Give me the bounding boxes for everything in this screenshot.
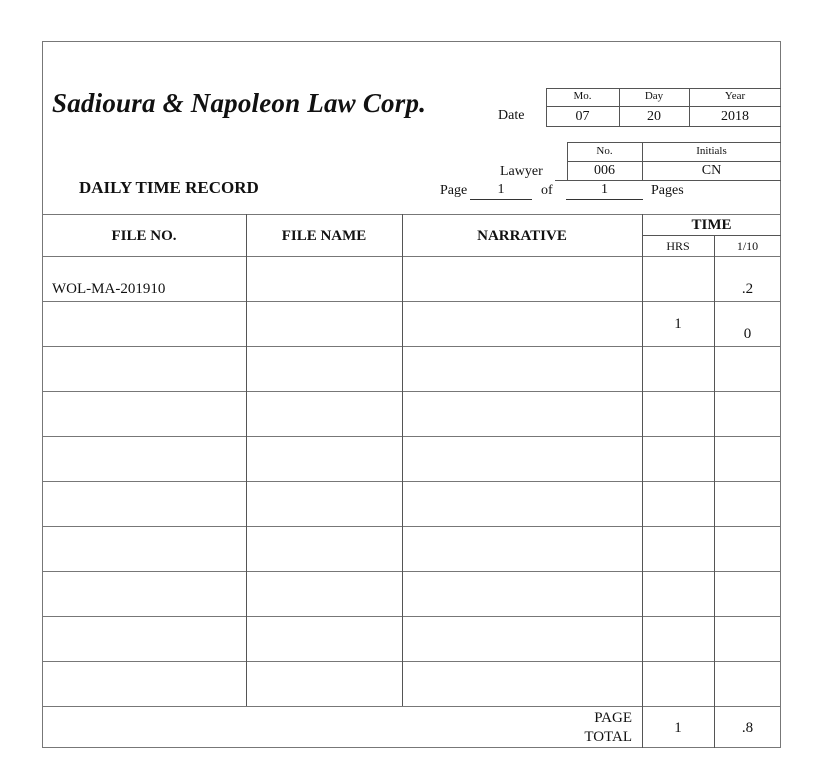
lawyer-box-mid (567, 161, 781, 162)
row1-file-no[interactable]: WOL-MA-201910 (52, 281, 166, 297)
firm-name: Sadioura & Napoleon Law Corp. (52, 88, 427, 118)
pages-label: Pages (651, 183, 684, 198)
page-total-tenths[interactable]: .8 (741, 720, 754, 736)
row2-hrs[interactable]: 1 (674, 316, 682, 332)
lawyer-no-label: No. (596, 145, 613, 157)
date-label: Date (498, 108, 525, 123)
col-header-narrative: NARRATIVE (477, 228, 567, 244)
year-label: Year (724, 90, 746, 102)
col-header-time: TIME (691, 217, 732, 233)
time-subheader-line (642, 235, 781, 236)
col-header-file-no: FILE NO. (111, 228, 177, 244)
col-header-hrs: HRS (666, 239, 690, 253)
row-line (42, 391, 781, 392)
row-line (42, 616, 781, 617)
col-divider-hrs (714, 235, 715, 748)
row1-tenths[interactable]: .2 (741, 281, 754, 297)
lawyer-no-value[interactable]: 006 (594, 163, 615, 178)
row-line (42, 526, 781, 527)
row-line (42, 346, 781, 347)
page-total-label-line1: PAGE (594, 710, 632, 726)
day-value[interactable]: 20 (647, 109, 661, 124)
row-line (42, 301, 781, 302)
page-total-underline (566, 199, 643, 200)
col-header-tenths: 1/10 (736, 239, 759, 253)
date-box-bottom (546, 126, 781, 127)
page-total-hrs[interactable]: 1 (674, 720, 682, 736)
page-label: Page (440, 183, 468, 198)
lawyer-label: Lawyer (500, 164, 543, 179)
col-divider-file-name (402, 214, 403, 706)
page-number-underline (470, 199, 532, 200)
row-line (42, 661, 781, 662)
col-divider-narrative (642, 214, 643, 748)
table-body-bottom (42, 706, 781, 707)
page-total-count[interactable]: 1 (601, 182, 608, 197)
lawyer-initials-label: Initials (696, 145, 727, 157)
page-number[interactable]: 1 (497, 182, 505, 197)
month-value[interactable]: 07 (575, 109, 590, 124)
date-box-top (546, 88, 781, 89)
row-line (42, 436, 781, 437)
day-label: Day (644, 90, 664, 102)
of-label: of (541, 183, 553, 198)
page-total-label-line2: TOTAL (584, 729, 632, 745)
col-header-file-name: FILE NAME (281, 228, 367, 244)
row-line (42, 571, 781, 572)
row-line (42, 481, 781, 482)
lawyer-initials-value[interactable]: CN (701, 163, 722, 178)
row2-tenths[interactable]: 0 (743, 326, 752, 342)
page-total-label (540, 709, 632, 747)
col-divider-file-no (246, 214, 247, 706)
date-box-mid (546, 106, 781, 107)
lawyer-box-bottom (555, 180, 781, 181)
lawyer-box-top (567, 142, 781, 143)
month-label: Mo. (573, 90, 592, 102)
document-title: DAILY TIME RECORD (79, 178, 259, 197)
year-value[interactable]: 2018 (721, 109, 749, 124)
table-top-line (42, 214, 781, 215)
table-header-bottom (42, 256, 781, 257)
